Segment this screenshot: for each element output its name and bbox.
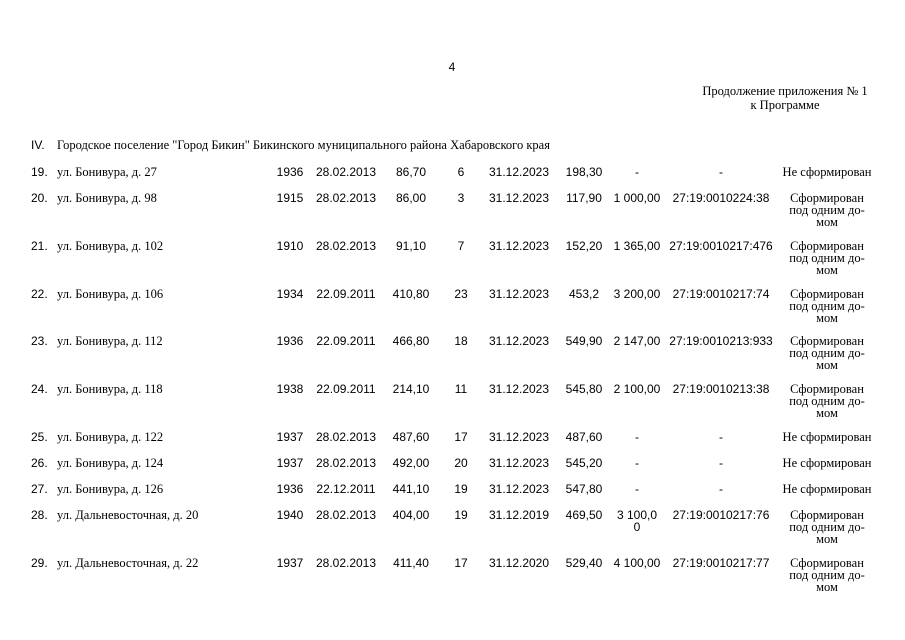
status-line: мом: [816, 406, 838, 421]
section-number: IV.: [31, 138, 45, 152]
cell-deadline: 31.12.2023: [488, 429, 550, 444]
cell-deadline: 31.12.2023: [488, 238, 550, 253]
status-line: под одним до-: [789, 250, 865, 265]
table-row: [0, 240, 905, 288]
cell-date: 22.09.2011: [316, 286, 376, 301]
cell-date: 28.02.2013: [315, 507, 377, 522]
status-line: под одним до-: [789, 203, 865, 217]
cell-status: [777, 335, 877, 371]
cell-date: 28.02.2013: [315, 165, 377, 179]
cell-area: 441,10: [392, 481, 430, 496]
section-title: Городское поселение "Город Бикин" Бикинского муниципального района Хабаровского края: [57, 138, 550, 152]
cell-deadline: 31.12.2020: [488, 555, 550, 570]
cell-cadastral-number: -: [719, 455, 723, 470]
cell-year: 1940: [276, 507, 304, 522]
cell-amount: 1 000,00: [613, 191, 661, 205]
status-line: Не сформирован: [782, 429, 872, 444]
cell-area-2: 469,50: [565, 507, 603, 522]
cell-address: ул. Дальневосточная, д. 22: [57, 555, 199, 570]
cell-address: ул. Дальневосточная, д. 20: [57, 507, 199, 522]
cell-year: 1915: [276, 191, 304, 205]
cell-count: 6: [457, 165, 465, 179]
cell-count: 7: [457, 238, 465, 253]
cell-year: 1936: [276, 481, 304, 496]
cell-date: 22.09.2011: [316, 334, 376, 349]
status-line: Сформирован: [790, 507, 864, 522]
status-line: под одним до-: [789, 298, 865, 313]
table-row: [0, 335, 905, 383]
cell-status: [777, 288, 877, 324]
cell-count: 11: [454, 382, 468, 397]
cell-cadastral-number: 27:19:0010217:476: [669, 238, 773, 253]
cell-date: 28.02.2013: [315, 429, 377, 444]
cell-area-2: 117,90: [566, 191, 602, 205]
cell-date: 28.02.2013: [315, 455, 377, 470]
cell-area: 91,10: [395, 238, 427, 253]
cell-amount: 1 365,00: [613, 238, 661, 253]
cell-year: 1936: [276, 334, 304, 349]
cell-address: ул. Бонивура, д. 124: [57, 455, 164, 470]
cell-cadastral-number: 27:19:0010213:38: [672, 382, 770, 397]
cell-amount: -: [635, 429, 639, 444]
cell-row-number: 29.: [31, 555, 48, 570]
cell-area-2: 198,30: [565, 165, 603, 179]
cell-count: 17: [454, 555, 468, 570]
cell-amount: -: [635, 455, 639, 470]
cell-status: [777, 431, 877, 443]
status-line: мом: [816, 215, 838, 229]
cell-cadastral-number: -: [719, 429, 723, 444]
table-row: [0, 557, 905, 605]
cell-row-number: 25.: [31, 429, 48, 444]
status-line: Сформирован: [790, 238, 864, 253]
cell-row-number: 21.: [31, 238, 48, 253]
cell-cadastral-number: 27:19:0010213:933: [669, 334, 773, 349]
cell-count: 20: [454, 455, 468, 470]
cell-status: [777, 557, 877, 593]
appendix-line-2: к Программе: [750, 98, 820, 112]
cell-deadline: 31.12.2023: [488, 382, 550, 397]
cell-status: [777, 192, 877, 228]
cell-cadastral-number: -: [719, 165, 723, 179]
cell-row-number: 28.: [31, 507, 48, 522]
status-line: мом: [816, 531, 838, 546]
cell-count: 3: [457, 191, 465, 205]
appendix-line-1: Продолжение приложения № 1: [702, 84, 868, 98]
cell-area-2: 545,20: [565, 455, 603, 470]
cell-row-number: 24.: [31, 382, 48, 397]
status-line: мом: [816, 262, 838, 277]
cell-area: 411,40: [393, 555, 429, 570]
cell-address: ул. Бонивура, д. 98: [57, 191, 157, 205]
cell-area-2: 529,40: [565, 555, 603, 570]
cell-year: 1937: [276, 429, 304, 444]
cell-row-number: 19.: [31, 165, 48, 179]
cell-date: 22.09.2011: [316, 382, 376, 397]
cell-amount: -: [635, 481, 639, 496]
status-line: под одним до-: [789, 567, 865, 582]
cell-cadastral-number: -: [719, 481, 723, 496]
cell-amount: 4 100,00: [613, 555, 661, 570]
cell-date: 28.02.2013: [315, 238, 377, 253]
status-line: Сформирован: [790, 555, 864, 570]
cell-area-2: 487,60: [565, 429, 603, 444]
cell-area: 214,10: [392, 382, 430, 397]
cell-cadastral-number: 27:19:0010217:77: [672, 555, 770, 570]
cell-date: 28.02.2013: [315, 191, 377, 205]
cell-status: [777, 240, 877, 276]
cell-status: [777, 457, 877, 469]
cell-row-number: 20.: [31, 191, 48, 205]
cell-amount: 3 100,00: [616, 507, 658, 534]
status-line: мом: [816, 310, 838, 325]
cell-count: 18: [454, 334, 468, 349]
cell-status: [777, 483, 877, 495]
cell-address: ул. Бонивура, д. 118: [57, 382, 163, 397]
cell-year: 1936: [276, 165, 304, 179]
table-row: [0, 483, 905, 509]
cell-status: [777, 509, 877, 545]
appendix-note: [695, 84, 875, 112]
cell-address: ул. Бонивура, д. 102: [57, 238, 164, 253]
status-line: под одним до-: [789, 519, 865, 534]
cell-address: ул. Бонивура, д. 106: [57, 286, 164, 301]
cell-address: ул. Бонивура, д. 27: [57, 165, 157, 179]
table-row: [0, 509, 905, 557]
cell-address: ул. Бонивура, д. 126: [57, 481, 164, 496]
status-line: Не сформирован: [782, 455, 872, 470]
buildings-table: [0, 166, 905, 605]
cell-row-number: 23.: [31, 334, 48, 349]
cell-cadastral-number: 27:19:0010224:38: [672, 191, 770, 205]
status-line: Сформирован: [790, 382, 864, 397]
cell-area: 466,80: [392, 334, 430, 349]
cell-area: 492,00: [392, 455, 430, 470]
cell-address: ул. Бонивура, д. 122: [57, 429, 164, 444]
cell-row-number: 26.: [31, 455, 48, 470]
status-line: мом: [816, 579, 838, 594]
cell-year: 1910: [276, 238, 304, 253]
cell-area: 86,70: [395, 165, 427, 179]
cell-amount: 3 200,00: [613, 286, 661, 301]
cell-area-2: 152,20: [565, 238, 603, 253]
table-row: [0, 383, 905, 431]
page-number: 4: [448, 60, 456, 74]
status-line: под одним до-: [789, 346, 865, 361]
cell-count: 19: [454, 507, 468, 522]
cell-date: 28.02.2013: [315, 555, 377, 570]
cell-year: 1937: [276, 555, 304, 570]
table-row: [0, 166, 905, 192]
cell-status: [777, 383, 877, 419]
cell-cadastral-number: 27:19:0010217:76: [672, 507, 770, 522]
cell-year: 1934: [276, 286, 304, 301]
cell-address: ул. Бонивура, д. 112: [57, 334, 163, 349]
status-line: Не сформирован: [782, 481, 872, 496]
cell-deadline: 31.12.2023: [488, 286, 550, 301]
cell-area: 86,00: [395, 191, 427, 205]
status-line: Сформирован: [790, 334, 864, 349]
cell-deadline: 31.12.2023: [488, 481, 550, 496]
status-line: Не сформирован: [782, 165, 872, 179]
cell-area-2: 547,80: [565, 481, 603, 496]
section-heading: [0, 139, 905, 151]
table-row: [0, 192, 905, 240]
cell-deadline: 31.12.2023: [488, 455, 550, 470]
table-row: [0, 457, 905, 483]
cell-count: 19: [454, 481, 468, 496]
cell-area: 487,60: [392, 429, 430, 444]
cell-area: 410,80: [392, 286, 430, 301]
cell-amount: 2 147,00: [613, 334, 661, 349]
cell-date: 22.12.2011: [316, 481, 376, 496]
cell-cadastral-number: 27:19:0010217:74: [672, 286, 770, 301]
cell-deadline: 31.12.2023: [488, 191, 550, 205]
table-row: [0, 431, 905, 457]
cell-deadline: 31.12.2019: [488, 507, 550, 522]
table-row: [0, 288, 905, 336]
cell-year: 1938: [276, 382, 304, 397]
cell-row-number: 27.: [31, 481, 48, 496]
cell-amount: -: [635, 165, 639, 179]
cell-count: 23: [454, 286, 468, 301]
cell-status: [777, 166, 877, 178]
cell-count: 17: [454, 429, 468, 444]
status-line: Сформирован: [790, 191, 864, 205]
cell-deadline: 31.12.2023: [488, 334, 550, 349]
cell-year: 1937: [276, 455, 304, 470]
status-line: мом: [816, 358, 838, 373]
cell-row-number: 22.: [31, 286, 48, 301]
cell-area: 404,00: [392, 507, 430, 522]
cell-deadline: 31.12.2023: [488, 165, 550, 179]
cell-amount: 2 100,00: [613, 382, 661, 397]
cell-area-2: 545,80: [565, 382, 603, 397]
status-line: под одним до-: [789, 394, 865, 409]
cell-area-2: 549,90: [565, 334, 603, 349]
status-line: Сформирован: [790, 286, 864, 301]
cell-area-2: 453,2: [568, 286, 600, 301]
